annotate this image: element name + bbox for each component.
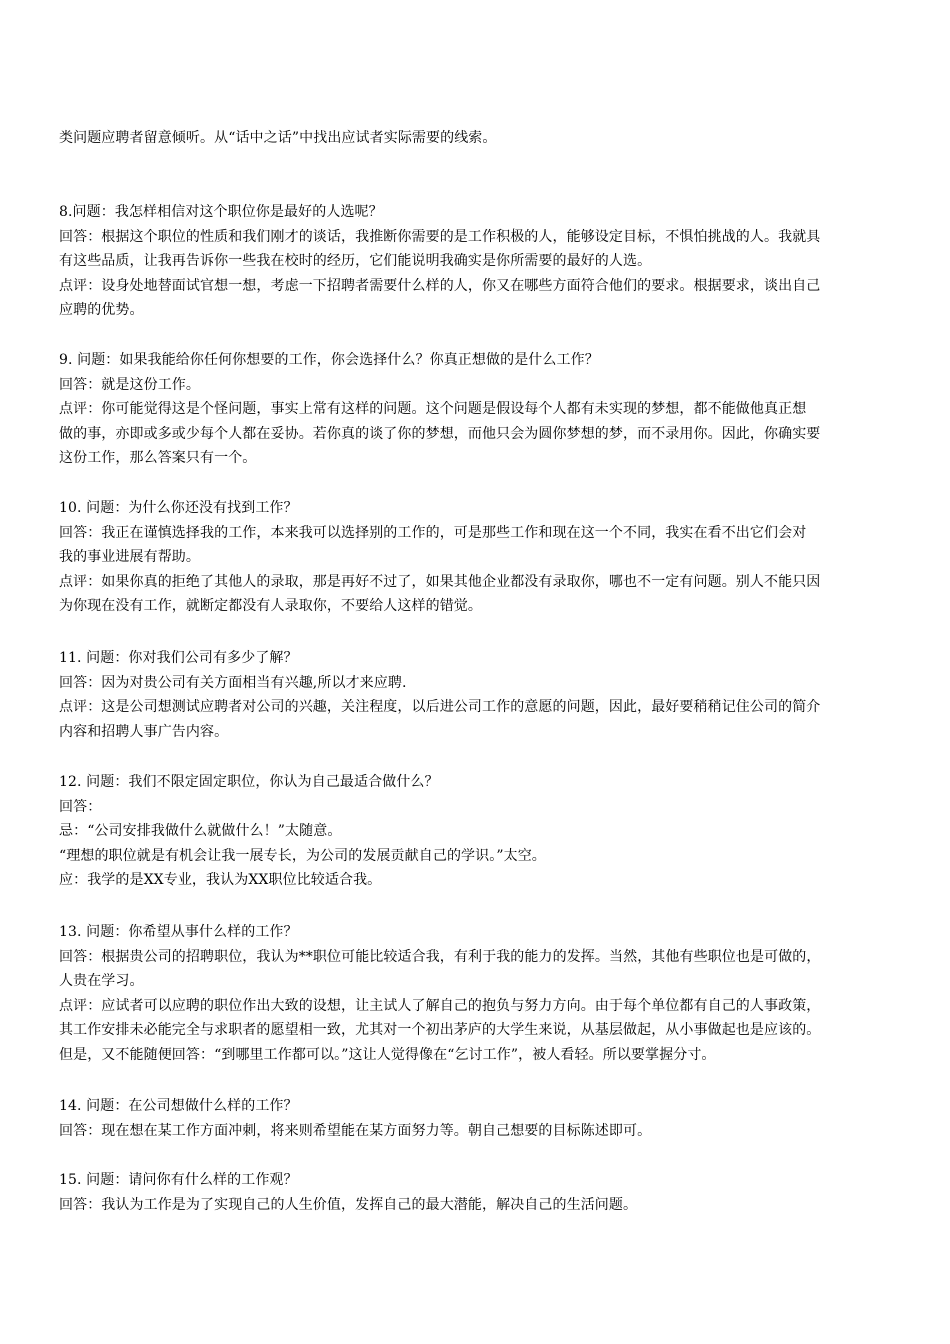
q11-comment-line-2: 内容和招聘人事广告内容。	[59, 724, 229, 740]
q10-comment-line-2: 为你现在没有工作，就断定都没有人录取你，不要给人这样的错觉。	[59, 598, 482, 614]
q14-question: 14. 问题：在公司想做什么样的工作？	[59, 1098, 298, 1114]
q15-question: 15. 问题：请问你有什么样的工作观？	[59, 1172, 298, 1188]
q8-answer-line-1: 回答：根据这个职位的性质和我们刚才的谈话，我推断你需要的是工作积极的人，能够设定目标，不惧怕挑战的人。我就具	[59, 229, 821, 245]
q12-should-line: 应：我学的是XX专业，我认为XX职位比较适合我。	[59, 872, 382, 888]
q15-answer-line-1: 回答：我认为工作是为了实现自己的人生价值，发挥自己的最大潜能，解决自己的生活问题。	[59, 1197, 638, 1213]
q12-question: 12. 问题：我们不限定固定职位，你认为自己最适合做什么？	[59, 774, 439, 790]
q10-comment-line-1: 点评：如果你真的拒绝了其他人的录取，那是再好不过了，如果其他企业都没有录取你，哪也不一定有问题。别人不能只因	[59, 574, 821, 590]
q8-comment-line-2: 应聘的优势。	[59, 302, 144, 318]
q9-comment-line-2: 做的事，亦即或多或少每个人都在妥协。若你真的谈了你的梦想，而他只会为圆你梦想的梦，而不录用你。因此，你确实要	[59, 426, 821, 442]
q11-question: 11. 问题：你对我们公司有多少了解？	[59, 650, 298, 666]
q9-answer-line-1: 回答：就是这份工作。	[59, 377, 200, 393]
q13-answer-line-1: 回答：根据贵公司的招聘职位，我认为**职位可能比较适合我，有利于我的能力的发挥。当然，其他有些职位也是可做的，	[59, 949, 821, 965]
q13-answer-line-2: 人贵在学习。	[59, 973, 144, 989]
q9-comment-line-3: 这份工作，那么答案只有一个。	[59, 450, 257, 466]
q9-comment-line-1: 点评：你可能觉得这是个怪问题，事实上常有这样的问题。这个问题是假设每个人都有未实现的梦想，都不能做他真正想	[59, 401, 807, 417]
q8-comment-line-1: 点评：设身处地替面试官想一想，考虑一下招聘者需要什么样的人，你又在哪些方面符合他们的要求。根据要求，谈出自己	[59, 278, 821, 294]
q13-comment-line-3: 但是，又不能随便回答：“到哪里工作都可以。”这让人觉得像在“乞讨工作”，被人看轻。所以要掌握分寸。	[59, 1047, 716, 1063]
q13-question: 13. 问题：你希望从事什么样的工作？	[59, 924, 298, 940]
q10-answer-line-2: 我的事业进展有帮助。	[59, 549, 200, 565]
q14-answer-line-1: 回答：现在想在某工作方面冲刺，将来则希望能在某方面努力等。朝自己想要的目标陈述即可。	[59, 1123, 652, 1139]
q11-comment-line-1: 点评：这是公司想测试应聘者对公司的兴趣，关注程度，以后进公司工作的意愿的问题，因此，最好要稍稍记住公司的简介	[59, 699, 821, 715]
q12-answer-line-1: 回答：	[59, 799, 102, 815]
q8-answer-line-2: 有这些品质，让我再告诉你一些我在校时的经历，它们能说明我确实是你所需要的最好的人选。	[59, 253, 652, 269]
q12-avoid-line: 忌：“公司安排我做什么就做什么！”太随意。	[59, 823, 342, 839]
intro-text: 类问题应聘者留意倾听。从“话中之话”中找出应试者实际需要的线索。	[59, 130, 497, 146]
q10-question: 10. 问题：为什么你还没有找到工作？	[59, 500, 298, 516]
q13-comment-line-1: 点评：应试者可以应聘的职位作出大致的设想，让主试人了解自己的抱负与努力方向。由于每个单位都有自己的人事政策，	[59, 998, 821, 1014]
q8-question: 8.问题：我怎样相信对这个职位你是最好的人选呢？	[59, 204, 383, 220]
q12-avoid-line-2: “理想的职位就是有机会让我一展专长，为公司的发展贡献自己的学识。”太空。	[59, 848, 546, 864]
q11-answer-line-1: 回答：因为对贵公司有关方面相当有兴趣,所以才来应聘.	[59, 675, 407, 691]
q10-answer-line-1: 回答：我正在谨慎选择我的工作，本来我可以选择别的工作的，可是那些工作和现在这一个不同，我实在看不出它们会对	[59, 525, 807, 541]
q9-question: 9. 问题：如果我能给你任何你想要的工作，你会选择什么？你真正想做的是什么工作？	[59, 352, 599, 368]
q13-comment-line-2: 其工作安排未必能完全与求职者的愿望相一致，尤其对一个初出茅庐的大学生来说，从基层做起，从小事做起也是应该的。	[59, 1022, 821, 1038]
